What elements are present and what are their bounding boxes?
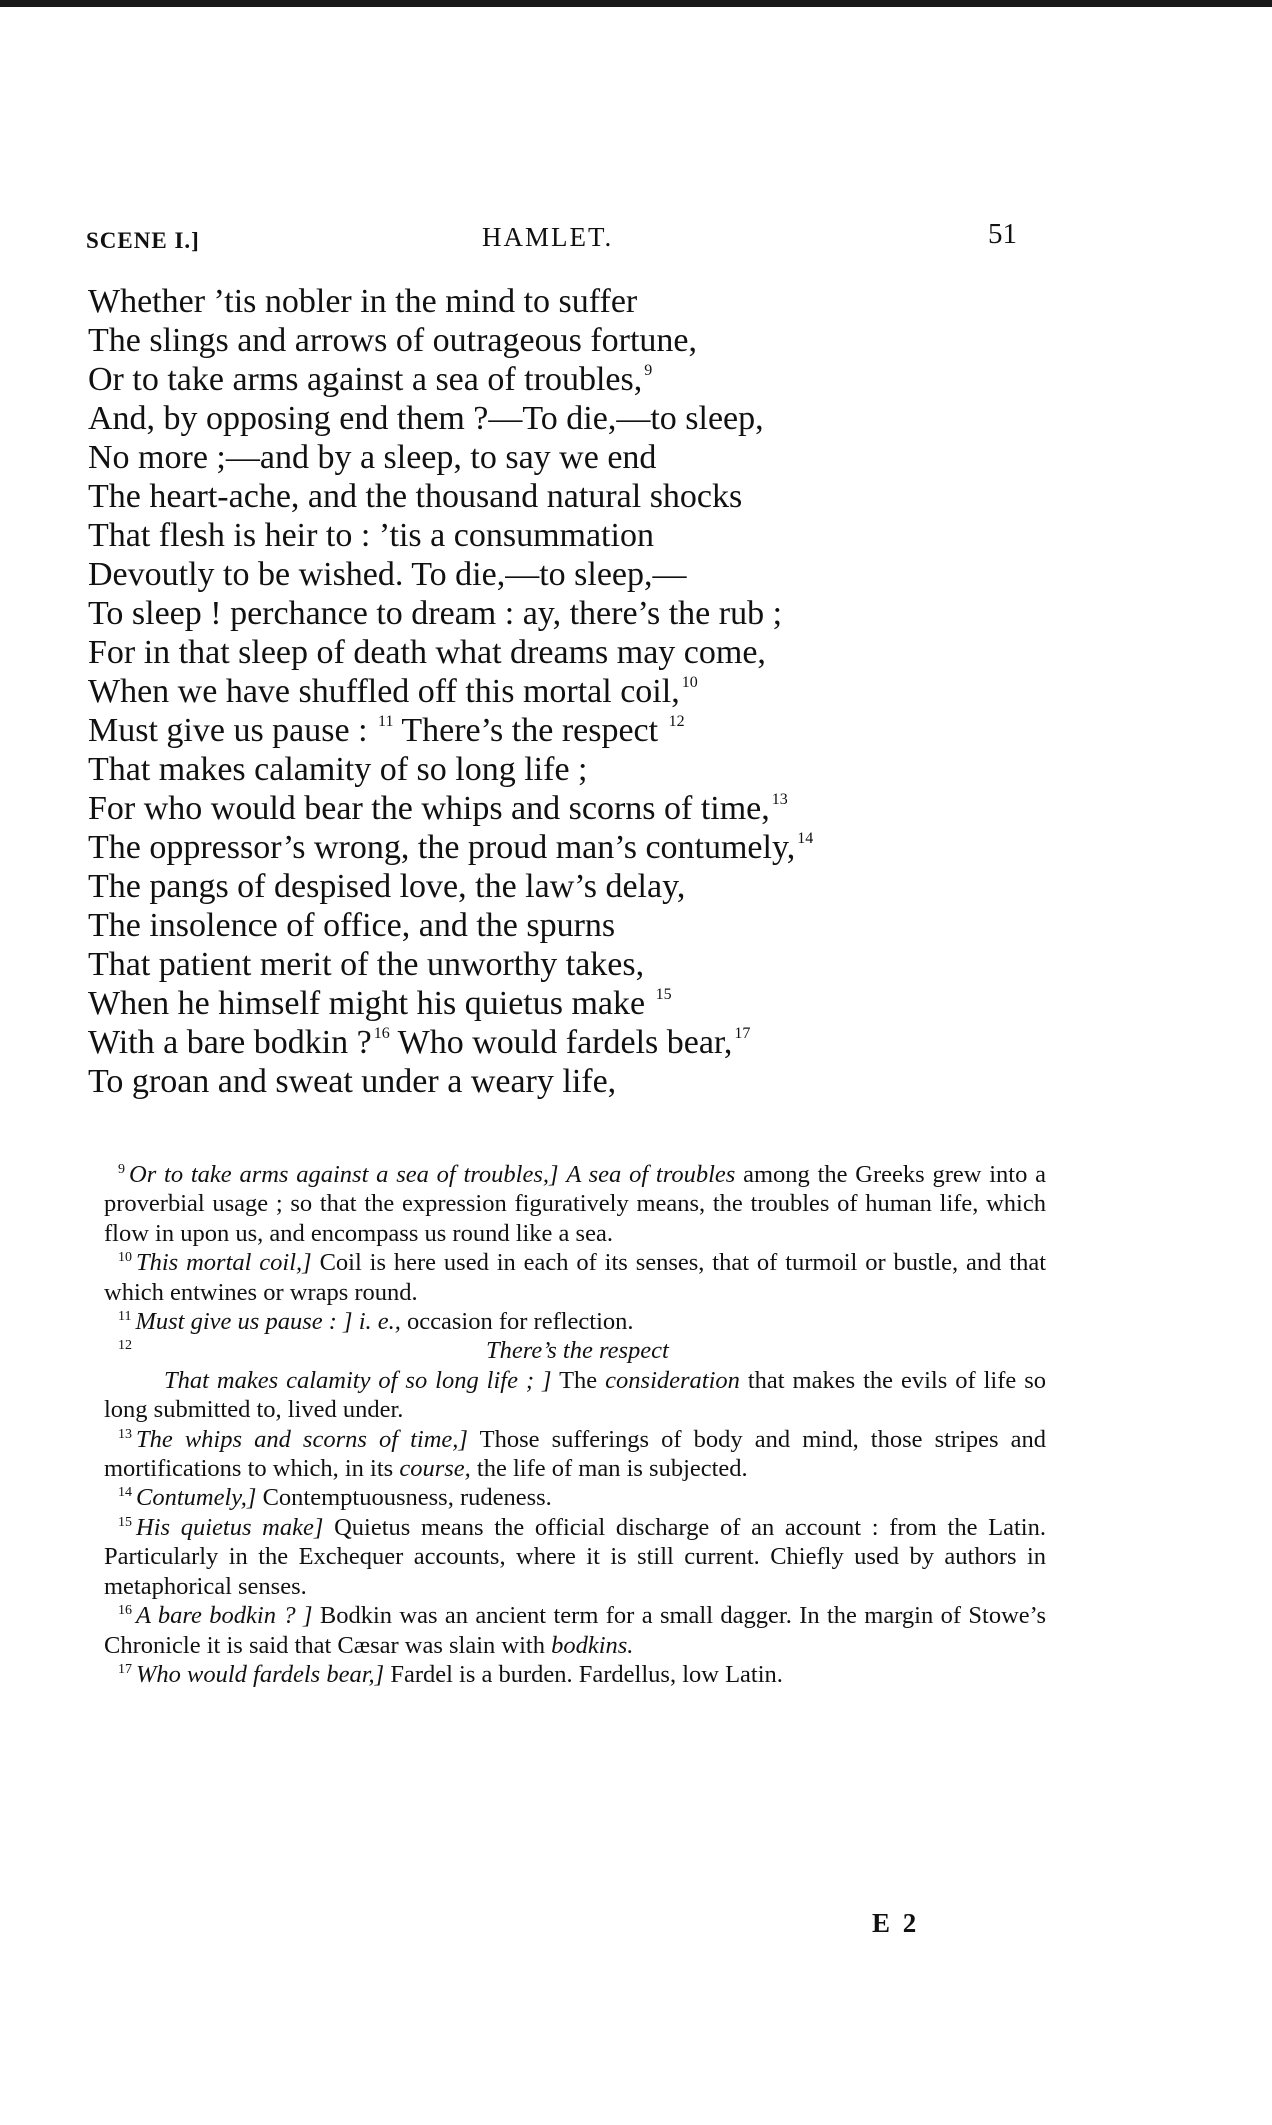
footnote-17: $^{17}$ Who would fardels bear,] Fardel is a burden. Fardellus, low Latin. (118, 1660, 783, 1688)
footnote-11: $^{11}$ Must give us pause : ] i. e., occasion for reflection. (118, 1308, 634, 1336)
verse-line: When he himself might his quietus make $^{15}$ (88, 985, 672, 1022)
footnote-10: $^{10}$ This mortal coil,] Coil is here used in each of its senses, that of turmoil or bustle, and that which entwines or wraps round. (104, 1249, 1046, 1306)
note-ref: 14 (797, 830, 814, 847)
footnote-13: $^{13}$ The whips and scorns of time,] Those sufferings of body and mind, those stripes and mortifications to which, in its course, the life of man is subjected. (104, 1425, 1046, 1483)
footnote-15: $^{15}$ His quietus make] Quietus means the official discharge of an account : from the Latin. Particularly in the Exchequer accounts, where it is still current. Chiefly used by authors in metaphorical senses. (104, 1513, 1046, 1600)
verse-block (88, 282, 1088, 1101)
running-title: HAMLET. (482, 222, 614, 252)
note-ref: 15 (655, 986, 672, 1003)
scene-marker: SCENE I.] (86, 228, 200, 253)
footnote-16: $^{16}$ A bare bodkin ? ] Bodkin was an ancient term for a small dagger. In the margin of Stowe’s Chronicle it is said that Cæsar was slain with bodkins. (104, 1602, 1046, 1659)
footnote-14: $^{14}$ Contumely,] Contemptuousness, rudeness. (118, 1484, 552, 1512)
verse-line: To sleep ! perchance to dream : ay, there’s the rub ; (88, 595, 783, 632)
footnotes (104, 1160, 1046, 1689)
note-ref: 16 (373, 1025, 390, 1042)
verse-line: Must give us pause : $^{11}$ There’s the respect $^{12}$ (88, 712, 685, 749)
verse-line: That flesh is heir to : ’tis a consummation (88, 517, 654, 554)
note-ref: 9 (644, 362, 653, 379)
verse-line: The insolence of office, and the spurns (88, 907, 616, 944)
page-top-edge (0, 0, 1272, 7)
running-head (0, 218, 1272, 258)
verse-line: When we have shuffled off this mortal coil, $^{10}$ (88, 673, 698, 710)
footnote-12-cont: That makes calamity of so long life ; ] The consideration that makes the evils of life so long submitted to, lived under. (104, 1366, 1046, 1424)
verse-line: For who would bear the whips and scorns of time, $^{13}$ (88, 790, 788, 827)
verse-line: Or to take arms against a sea of troubles, $^9$ (88, 361, 653, 398)
note-ref: 17 (734, 1025, 751, 1042)
note-ref: 10 (681, 674, 698, 691)
verse-line: That patient merit of the unworthy takes, (88, 946, 645, 983)
verse-line: To groan and sweat under a weary life, (88, 1063, 617, 1100)
footnote-12: $^{12}$ There’s the respect (118, 1337, 669, 1365)
verse-line: The heart-ache, and the thousand natural shocks (88, 478, 743, 515)
note-ref: 11 (378, 713, 394, 730)
page-number: 51 (988, 218, 1017, 250)
footnote-9: $^9$ Or to take arms against a sea of troubles,] A sea of troubles among the Greeks grew into a proverbial usage ; so that the expression figuratively means, the troubles of human life, which flow in upon us, and encompass us round like a sea. (104, 1161, 1047, 1247)
verse-line: Devoutly to be wished. To die,—to sleep,— (88, 556, 687, 593)
verse-line: The slings and arrows of outrageous fortune, (88, 322, 698, 359)
verse-line: The oppressor’s wrong, the proud man’s contumely, $^{14}$ (88, 829, 814, 866)
verse-line: Whether ’tis nobler in the mind to suffer (88, 283, 638, 320)
signature-mark: E 2 (872, 1908, 920, 1938)
verse-line: No more ;—and by a sleep, to say we end (88, 439, 657, 476)
verse-line: That makes calamity of so long life ; (88, 751, 588, 788)
note-ref: 12 (668, 713, 685, 730)
verse-line: For in that sleep of death what dreams may come, (88, 634, 766, 671)
verse-line: And, by opposing end them ?—To die,—to sleep, (88, 400, 764, 437)
note-ref: 13 (771, 791, 788, 808)
verse-line: With a bare bodkin ? $^{16}$ Who would fardels bear, $^{17}$ (88, 1024, 751, 1061)
verse-line: The pangs of despised love, the law’s delay, (88, 868, 686, 905)
